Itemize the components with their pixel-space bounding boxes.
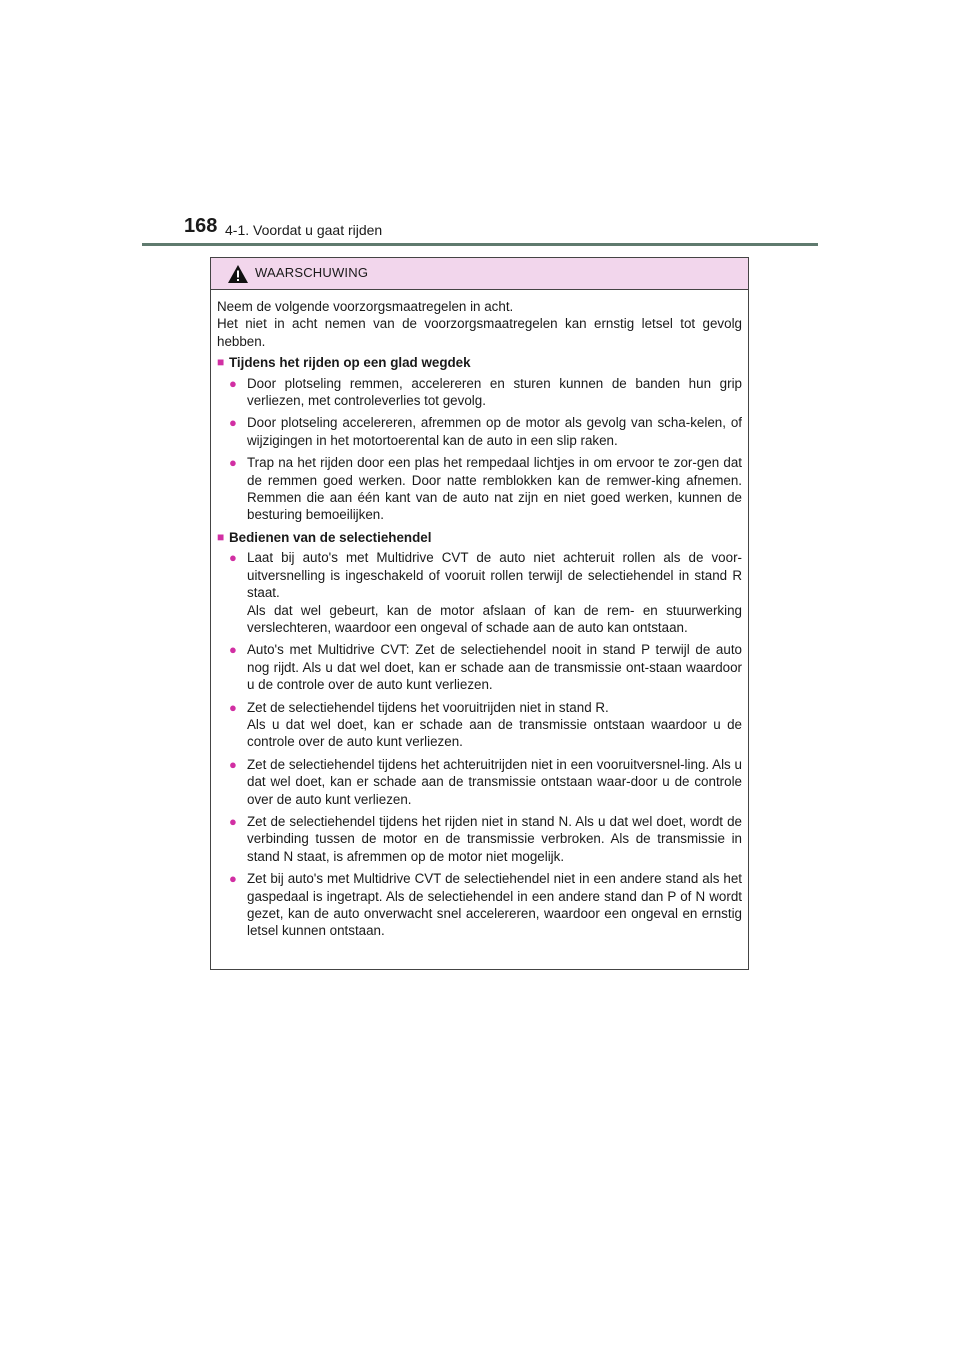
list-item (229, 870, 742, 940)
list-item (229, 756, 742, 808)
list-item-text (247, 414, 742, 449)
paragraph: Door plotseling remmen, accelereren en sturen kunnen de banden hun grip verliezen, met controleverlies tot gevolg. (247, 375, 742, 409)
paragraph: Als dat wel gebeurt, kan de motor afslaan of kan de rem- en stuurwerking verslechteren, waardoor een ongeval of schade aan de auto kan ontstaan. (247, 602, 742, 635)
list-item-text (247, 375, 742, 410)
intro-line: Neem de volgende voorzorgsmaatregelen in acht. (217, 299, 514, 314)
list-item (229, 375, 742, 410)
section-selector-lever (217, 529, 742, 940)
bullet-dot-icon: ● (229, 550, 237, 566)
list-item-text (247, 699, 742, 751)
header-rule (142, 243, 818, 246)
bullet-dot-icon: ● (229, 699, 237, 715)
warning-body (211, 290, 748, 940)
square-bullet-icon: ■ (217, 355, 225, 370)
paragraph: Zet de selectiehendel tijdens het achteruitrijden niet in een vooruitversnel-ling. Als u dat wel doet, kan er schade aan de transmissie ontstaan waar-door u de controle over de auto kunt verliezen. (247, 756, 742, 807)
bullet-dot-icon: ● (229, 813, 237, 829)
warning-box (210, 257, 749, 970)
intro-line: Het niet in acht nemen van de voorzorgsmaatregelen kan ernstig letsel tot gevolg hebben. (217, 316, 742, 349)
bullet-dot-icon: ● (229, 756, 237, 772)
paragraph: Laat bij auto's met Multidrive CVT de auto niet achteruit rollen als de voor-uitversnelling is ingeschakeld of vooruit rollen terwijl de selectiehendel in stand R staat. (247, 550, 742, 601)
list-item-text (247, 756, 742, 808)
square-bullet-icon: ■ (217, 529, 225, 544)
bullet-dot-icon: ● (229, 415, 237, 431)
warning-intro (217, 298, 742, 350)
paragraph: Zet de selectiehendel tijdens het vooruitrijden niet in stand R. (247, 699, 609, 715)
section-title: 4-1. Voordat u gaat rijden (225, 222, 383, 238)
bullet-dot-icon: ● (229, 455, 237, 471)
section-heading (217, 529, 742, 546)
warning-header (211, 258, 748, 290)
warning-triangle-icon (227, 264, 249, 284)
paragraph: Trap na het rijden door een plas het rempedaal lichtjes in om ervoor te zor-gen dat de remmen goed werken. Door natte remblokken kan de remwer-king afnemen. Remmen die aan één kant van de auto nat zijn en niet goed werken, kunnen de besturing bemoeilijken. (247, 455, 742, 523)
section-heading-text: Bedienen van de selectiehendel (229, 529, 432, 545)
list-item-text (247, 641, 742, 693)
list-item-text (247, 870, 742, 940)
bullet-dot-icon: ● (229, 375, 237, 391)
warning-label: WAARSCHUWING (255, 265, 369, 280)
section-heading (217, 354, 742, 371)
list-item (229, 641, 742, 693)
paragraph: Zet bij auto's met Multidrive CVT de selectiehendel niet in een andere stand als het gaspedaal is ingetrapt. Als de selectiehendel in een andere stand dan P of N wordt gezet, kan de auto onverwacht snel accelereren, waardoor een ongeval en ernstig letsel kunnen ontstaan. (247, 871, 742, 939)
paragraph: Zet de selectiehendel tijdens het rijden niet in stand N. Als u dat wel doet, wordt de verbinding tussen de motor en de transmissie verbroken. Als de transmissie in stand N staat, is afremmen op de motor niet mogelijk. (247, 813, 742, 864)
section-slippery-road (217, 354, 742, 524)
paragraph: Als u dat wel doet, kan er schade aan de transmissie ontstaan waardoor u de controle over de auto kunt verliezen. (247, 716, 742, 750)
list-item-text (247, 813, 742, 865)
bullet-dot-icon: ● (229, 871, 237, 887)
bullet-dot-icon: ● (229, 642, 237, 658)
list-item (229, 549, 742, 636)
list-item-text (247, 549, 742, 636)
paragraph: Auto's met Multidrive CVT: Zet de selectiehendel nooit in stand P terwijl de auto nog rijdt. Als u dat wel doet, kan er schade aan de transmissie ont-staan waardoor u de controle over de auto kunt verliezen. (247, 642, 742, 693)
page-header (142, 214, 818, 244)
list-item-text (247, 454, 742, 524)
list-item (229, 699, 742, 751)
list-item (229, 454, 742, 524)
paragraph: Door plotseling accelereren, afremmen op de motor als gevolg van scha-kelen, of wijzigingen in het motortoerental kan de auto in een slip raken. (247, 415, 742, 448)
section-heading-text: Tijdens het rijden op een glad wegdek (229, 355, 471, 371)
list-item (229, 813, 742, 865)
list-item (229, 414, 742, 449)
page-number: 168 (184, 215, 218, 237)
